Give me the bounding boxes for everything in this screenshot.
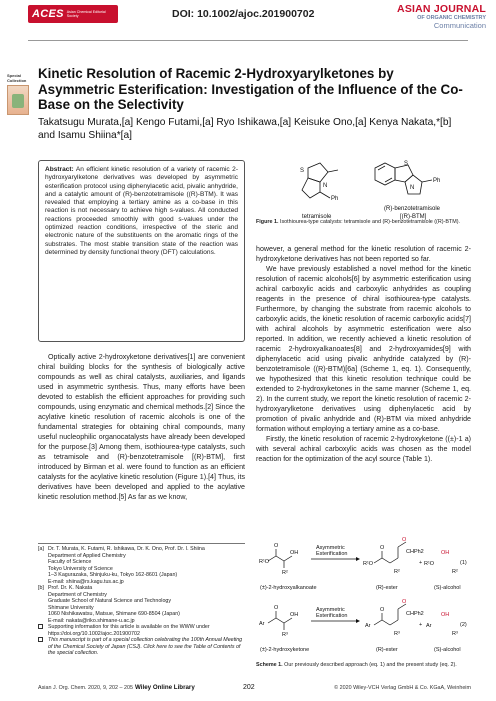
- body-right-column: [256, 244, 471, 464]
- affiliation-line: Shimane University: [48, 604, 94, 611]
- svg-text:+: +: [419, 560, 423, 566]
- abstract-label: Abstract:: [45, 166, 74, 173]
- affiliation-line: Dr. T. Murata, K. Futami, R. Ishikawa, Dr. K. Ono, Prof. Dr. I. Shiina: [48, 546, 205, 552]
- page-number: 202: [243, 684, 255, 691]
- tetramisole-label: tetramisole: [302, 214, 332, 220]
- footnote-divider: [38, 543, 245, 544]
- scheme1-caption-label: Scheme 1.: [256, 662, 283, 668]
- abstract-box: [38, 160, 245, 342]
- body-paragraph: Firstly, the kinetic resolution of racemic 2-hydroxyketone ((±)-1 a) with several achiral carboxylic acids was chosen as the model reaction for the optimization of the acyl source (Table 1).: [256, 435, 471, 463]
- svg-text:R¹O: R¹O: [424, 561, 435, 567]
- affiliation-line: Faculty of Science: [48, 559, 92, 565]
- svg-text:O: O: [402, 537, 407, 543]
- btm-sulfur: S: [404, 161, 409, 167]
- doi-link[interactable]: DOI: 10.1002/ajoc.201900702: [172, 8, 315, 20]
- body-paragraph: We have previously established a novel method for the kinetic resolution of racemic alcohols[6] by asymmetric esterification using achiral carboxylic acids and carboxylic anhydrides as coupling reagents in the presence of chiral isothiourea-type catalysts. Furthermore, by changing the substrate from racemic alcohols to carboxylic acids, the kinetic resolution of racemic carboxylic acids[7] with achiral alcohols by asymmetric esterification were also reported. In addition, we recently achieved a kinetic resolution of racemic 2-hydroxyalkanoates[8] and 2-hydroxyamides[9] with diphenylacetic acid using pivalic anhydride catalyzed by (R)-benzotetramisole ((R)-BTM)[6a] (Scheme 1, eq. 1). Consequently, we hypothesized that this kinetic resolution technique could be extended to 2-hydroxyketones in the same manner (Scheme 1, eq. 2). In the current study, we report the kinetic resolution of racemic 2-hydroxyarylketone derivatives using diphenylacetic acid by promotion of pivalic anhydride and (R)-BTM via mixed anhydride formation without employing a tertiary amine as a co-base.: [256, 265, 471, 433]
- eq1-mid-label: (R)-ester: [376, 585, 398, 591]
- affiliation-line: 1060 Nishikawatsu, Matsue, Shimane 690-8504 (Japan): [48, 611, 180, 617]
- figure1-caption-label: Figure 1.: [256, 219, 279, 225]
- footer-copyright: © 2020 Wiley-VCH Verlag GmbH & Co. KGaA, Weinheim: [334, 685, 471, 691]
- body-left-column: [38, 352, 245, 502]
- header-divider: [28, 40, 468, 41]
- eq2-arrow-label-2: Esterification: [316, 613, 348, 619]
- eq2-chph2: CHPh2: [406, 611, 424, 617]
- svg-text:R¹O: R¹O: [363, 561, 374, 567]
- page-header: [0, 0, 496, 50]
- aces-logo-text: ACES: [32, 8, 64, 20]
- eq1-arrow-label-1: Asymmetric: [316, 545, 345, 551]
- svg-text:S: S: [300, 168, 305, 174]
- affiliation-line: 1–3 Kagurazaka, Shinjuku-ku, Tokyo 162-8601 (Japan): [48, 572, 178, 578]
- svg-text:R³: R³: [282, 632, 288, 638]
- eq2-mid-label: (R)-ester: [376, 647, 398, 653]
- aces-logo-subtitle: Asian Chemical Editorial Society: [66, 10, 106, 18]
- svg-text:O: O: [274, 543, 279, 549]
- eq2-right-label: (S)-alcohol: [434, 647, 461, 653]
- supporting-info-text: Supporting information for this article is available on the WWW under https://doi.org/10.1002/ajoc.201900702: [48, 624, 210, 637]
- supporting-info-icon: [38, 624, 43, 629]
- body-paragraph: Optically active 2-hydroxyketone derivatives[1] are convenient chiral building blocks for the synthesis of biologically active compounds as well as chiral catalysts, auxiliaries, and ligands used in asymmetric synthesis. Thus, many efforts have been devoted to establish the efficient approaches for providing such compounds, using enzymatic and chemical methods.[2] Since the acylative kinetic resolution of racemic alcohols is one of the fundamental strategies for obtaining chiral compounds, many useful nucleophilic organocatalysts have already been developed for the purpose.[3] Among them, isothiourea-type catalysts, such as tetramisole and (R)-benzotetramisole [(R)-BTM], first introduced by Birman et al. were found to function as an efficient catalysts for the acylative kinetic resolution (Figure 1).[4] Thus, its derivatives have been developed and applied to the acylative kinetic resolution method.[5] As far as we know,: [38, 353, 245, 501]
- journal-subname: OF ORGANIC CHEMISTRY: [417, 14, 486, 21]
- tetramisole-structure: [300, 163, 338, 198]
- article-title: Kinetic Resolution of Racemic 2-Hydroxyarylketones by Asymmetric Esterification: Investigation of the Influence of the Co-Base on the Selectivity: [38, 66, 463, 112]
- scheme1-caption: [256, 662, 471, 669]
- affiliation-b: [38, 585, 245, 624]
- svg-text:OH: OH: [290, 550, 299, 556]
- figure1-caption: [256, 219, 471, 226]
- special-collection-label: Special Collection: [7, 73, 27, 83]
- eq2-left-label: (±)-2-hydroxyketone: [260, 647, 310, 653]
- page-footer: [38, 685, 471, 695]
- collection-note-icon: [38, 637, 43, 642]
- affiliation-tag: [b]: [38, 585, 44, 591]
- svg-text:Ar: Ar: [259, 621, 265, 627]
- affiliation-line: Tokyo University of Science: [48, 565, 113, 572]
- aces-logo[interactable]: [28, 5, 118, 23]
- scheme1-caption-text: Our previously described approach (eq. 1) and the present study (eq. 2).: [282, 662, 457, 668]
- affiliation-line: Department of Chemistry: [48, 591, 107, 598]
- svg-text:Ar: Ar: [426, 623, 432, 629]
- svg-text:O: O: [402, 599, 407, 605]
- btm-label-abbrev: [(R)-BTM]: [400, 214, 427, 220]
- eq1-arrow-label-2: Esterification: [316, 551, 348, 557]
- footer-journal-ref: Asian J. Org. Chem. 2020, 9, 202 – 205: [38, 685, 133, 691]
- scheme1: [256, 531, 471, 671]
- svg-text:O: O: [274, 605, 279, 611]
- svg-text:R²: R²: [282, 570, 288, 576]
- svg-text:Ar: Ar: [365, 623, 371, 629]
- btm-structure: [375, 163, 432, 194]
- svg-text:N: N: [323, 183, 328, 189]
- abstract-text: An efficient kinetic resolution of a variety of racemic 2-hydroxyarylketone derivatives was developed by asymmetric esterification protocol using diphenylacetic acid, pivalic anhydride, and a catalytic amount of (R)-benzotetramisole ((R)-BTM). It was revealed that employing a tertiary amine as a co-base in this reaction is not necessary to achieve high s-values. All conducted reactions proceeded smoothly with good s-values under the optimized reaction conditions, irrespective of the steric and electronic nature of the substituents on the aromatic rings of the substrates. The most stable transition state of the reaction was determined by density functional theory (DFT) calculations.: [45, 166, 238, 256]
- journal-name: ASIAN JOURNAL: [397, 3, 486, 15]
- eq1-left-label: (±)-2-hydroxyalkanoate: [260, 585, 317, 591]
- collection-note-text: This manuscript is part of a special collection celebrating the 100th Annual Meeting of the Chemical Society of Japan (CSJ). Click here to see the Table of Contents of the special collection.: [48, 637, 243, 656]
- eq1-ester: [374, 542, 406, 563]
- svg-text:OH: OH: [441, 550, 450, 556]
- svg-text:+: +: [419, 622, 423, 628]
- supporting-info[interactable]: [38, 624, 245, 637]
- svg-text:R³: R³: [452, 631, 458, 637]
- body-paragraph: however, a general method for the kinetic resolution of racemic 2-hydroxyketone derivatives has not been reported so far.: [256, 245, 471, 263]
- article-type: Communication: [433, 21, 486, 30]
- affiliation-email[interactable]: E-mail: nakata@riko.shimane-u.ac.jp: [48, 617, 135, 624]
- svg-text:R³: R³: [394, 631, 400, 637]
- eq2-number: (2): [460, 622, 467, 628]
- affiliation-a: [38, 546, 245, 585]
- btm-label: (R)-benzotetramisole: [384, 206, 441, 212]
- svg-text:R¹O: R¹O: [259, 559, 270, 565]
- eq2-arrow-label-1: Asymmetric: [316, 607, 345, 613]
- eq1-right-label: (S)-alcohol: [434, 585, 461, 591]
- affiliation-email[interactable]: E-mail: shiina@rs.kagu.tus.ac.jp: [48, 578, 124, 585]
- svg-text:O: O: [380, 607, 385, 613]
- special-collection-cover-icon[interactable]: [7, 85, 29, 115]
- svg-text:R²: R²: [394, 569, 400, 575]
- btm-nitrogen: N: [410, 185, 415, 191]
- eq2-ester: [374, 604, 406, 625]
- eq1-substrate: [268, 549, 292, 568]
- svg-text:OH: OH: [290, 612, 299, 618]
- affiliations-block: [38, 546, 245, 657]
- affiliation-line: Graduate School of Natural Science and Technology: [48, 598, 171, 604]
- article-authors: Takatsugu Murata,[a] Kengo Futami,[a] Ryo Ishikawa,[a] Keisuke Ono,[a] Kenya Nakata,*[b] and Isamu Shiina*[a]: [38, 117, 452, 141]
- svg-text:OH: OH: [441, 612, 450, 618]
- affiliation-line: Prof. Dr. K. Nakata: [48, 585, 93, 591]
- figure1-caption-text: Isothiourea-type catalysts: tetramisole and (R)-benzotetramisole ((R)-BTM).: [278, 219, 461, 225]
- affiliation-line: Department of Applied Chemistry: [48, 552, 126, 559]
- eq2-substrate: [268, 611, 292, 630]
- eq1-number: (1): [460, 560, 467, 566]
- journal-logo: [397, 4, 486, 30]
- affiliation-tag: [a]: [38, 546, 44, 552]
- svg-text:R²: R²: [452, 569, 458, 575]
- collection-note[interactable]: [38, 637, 245, 657]
- wiley-online-library-link[interactable]: Wiley Online Library: [135, 684, 195, 691]
- svg-text:O: O: [380, 545, 385, 551]
- eq1-chph2: CHPh2: [406, 549, 424, 555]
- btm-ph: Ph: [433, 178, 441, 184]
- tetramisole-ph: Ph: [331, 196, 339, 202]
